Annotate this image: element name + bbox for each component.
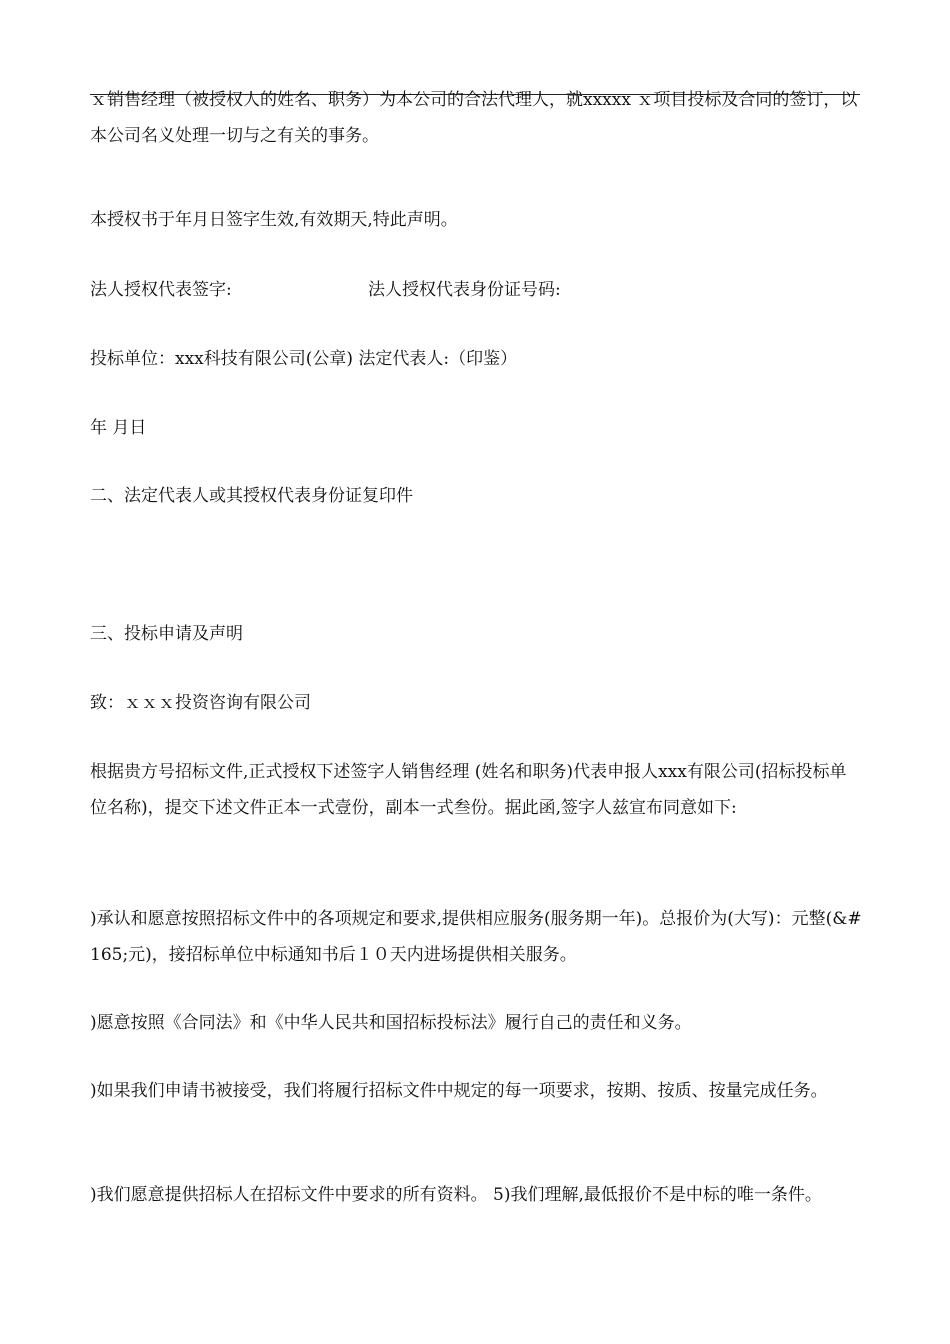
section-heading-application: 三、投标申请及声明: [90, 624, 243, 644]
declaration-item-2: )愿意按照《合同法》和《中华人民共和国招标投标法》履行自己的责任和义务。: [90, 1013, 692, 1033]
date-line: 年 月日: [90, 418, 147, 438]
addressee-line: 致：ｘｘｘ投资咨询有限公司: [90, 693, 311, 713]
signature-row: [90, 272, 862, 308]
authorized-rep-id-label: 法人授权代表身份证号码:: [368, 280, 561, 300]
declaration-item-3: )如果我们申请书被接受，我们将履行招标文件中规定的每一项要求，按期、按质、按量完成任务。: [90, 1081, 828, 1101]
section-heading-id-copy: 二、法定代表人或其授权代表身份证复印件: [90, 486, 413, 506]
application-paragraph: 根据贵方号招标文件,正式授权下述签字人销售经理 (姓名和职务)代表申报人xxx有限公司(招标投标单位名称)，提交下述文件正本一式壹份，副本一式叁份。据此函,签字人兹宣布同意如下:: [90, 762, 847, 818]
authorization-paragraph: ｘ销售经理（被授权人的姓名、职务）为本公司的合法代理人，就xxxxx ｘ项目投标及合同的签订，以本公司名义处理一切与之有关的事务。: [90, 90, 858, 146]
declaration-item-1: )承认和愿意按照招标文件中的各项规定和要求,提供相应服务(服务期一年)。总报价为(大写)：元整(&#165;元)，接招标单位中标通知书后１０天内进场提供相关服务。: [90, 909, 862, 965]
authorized-rep-signature-label: 法人授权代表签字:: [90, 280, 232, 300]
declaration-item-4: )我们愿意提供招标人在招标文件中要求的所有资料。 5)我们理解,最低报价不是中标的唯一条件。: [90, 1185, 822, 1205]
validity-statement: 本授权书于年月日签字生效,有效期天,特此声明。: [90, 210, 458, 230]
bidder-info-line: 投标单位：xxx科技有限公司(公章) 法定代表人:（印鉴）: [90, 349, 518, 369]
